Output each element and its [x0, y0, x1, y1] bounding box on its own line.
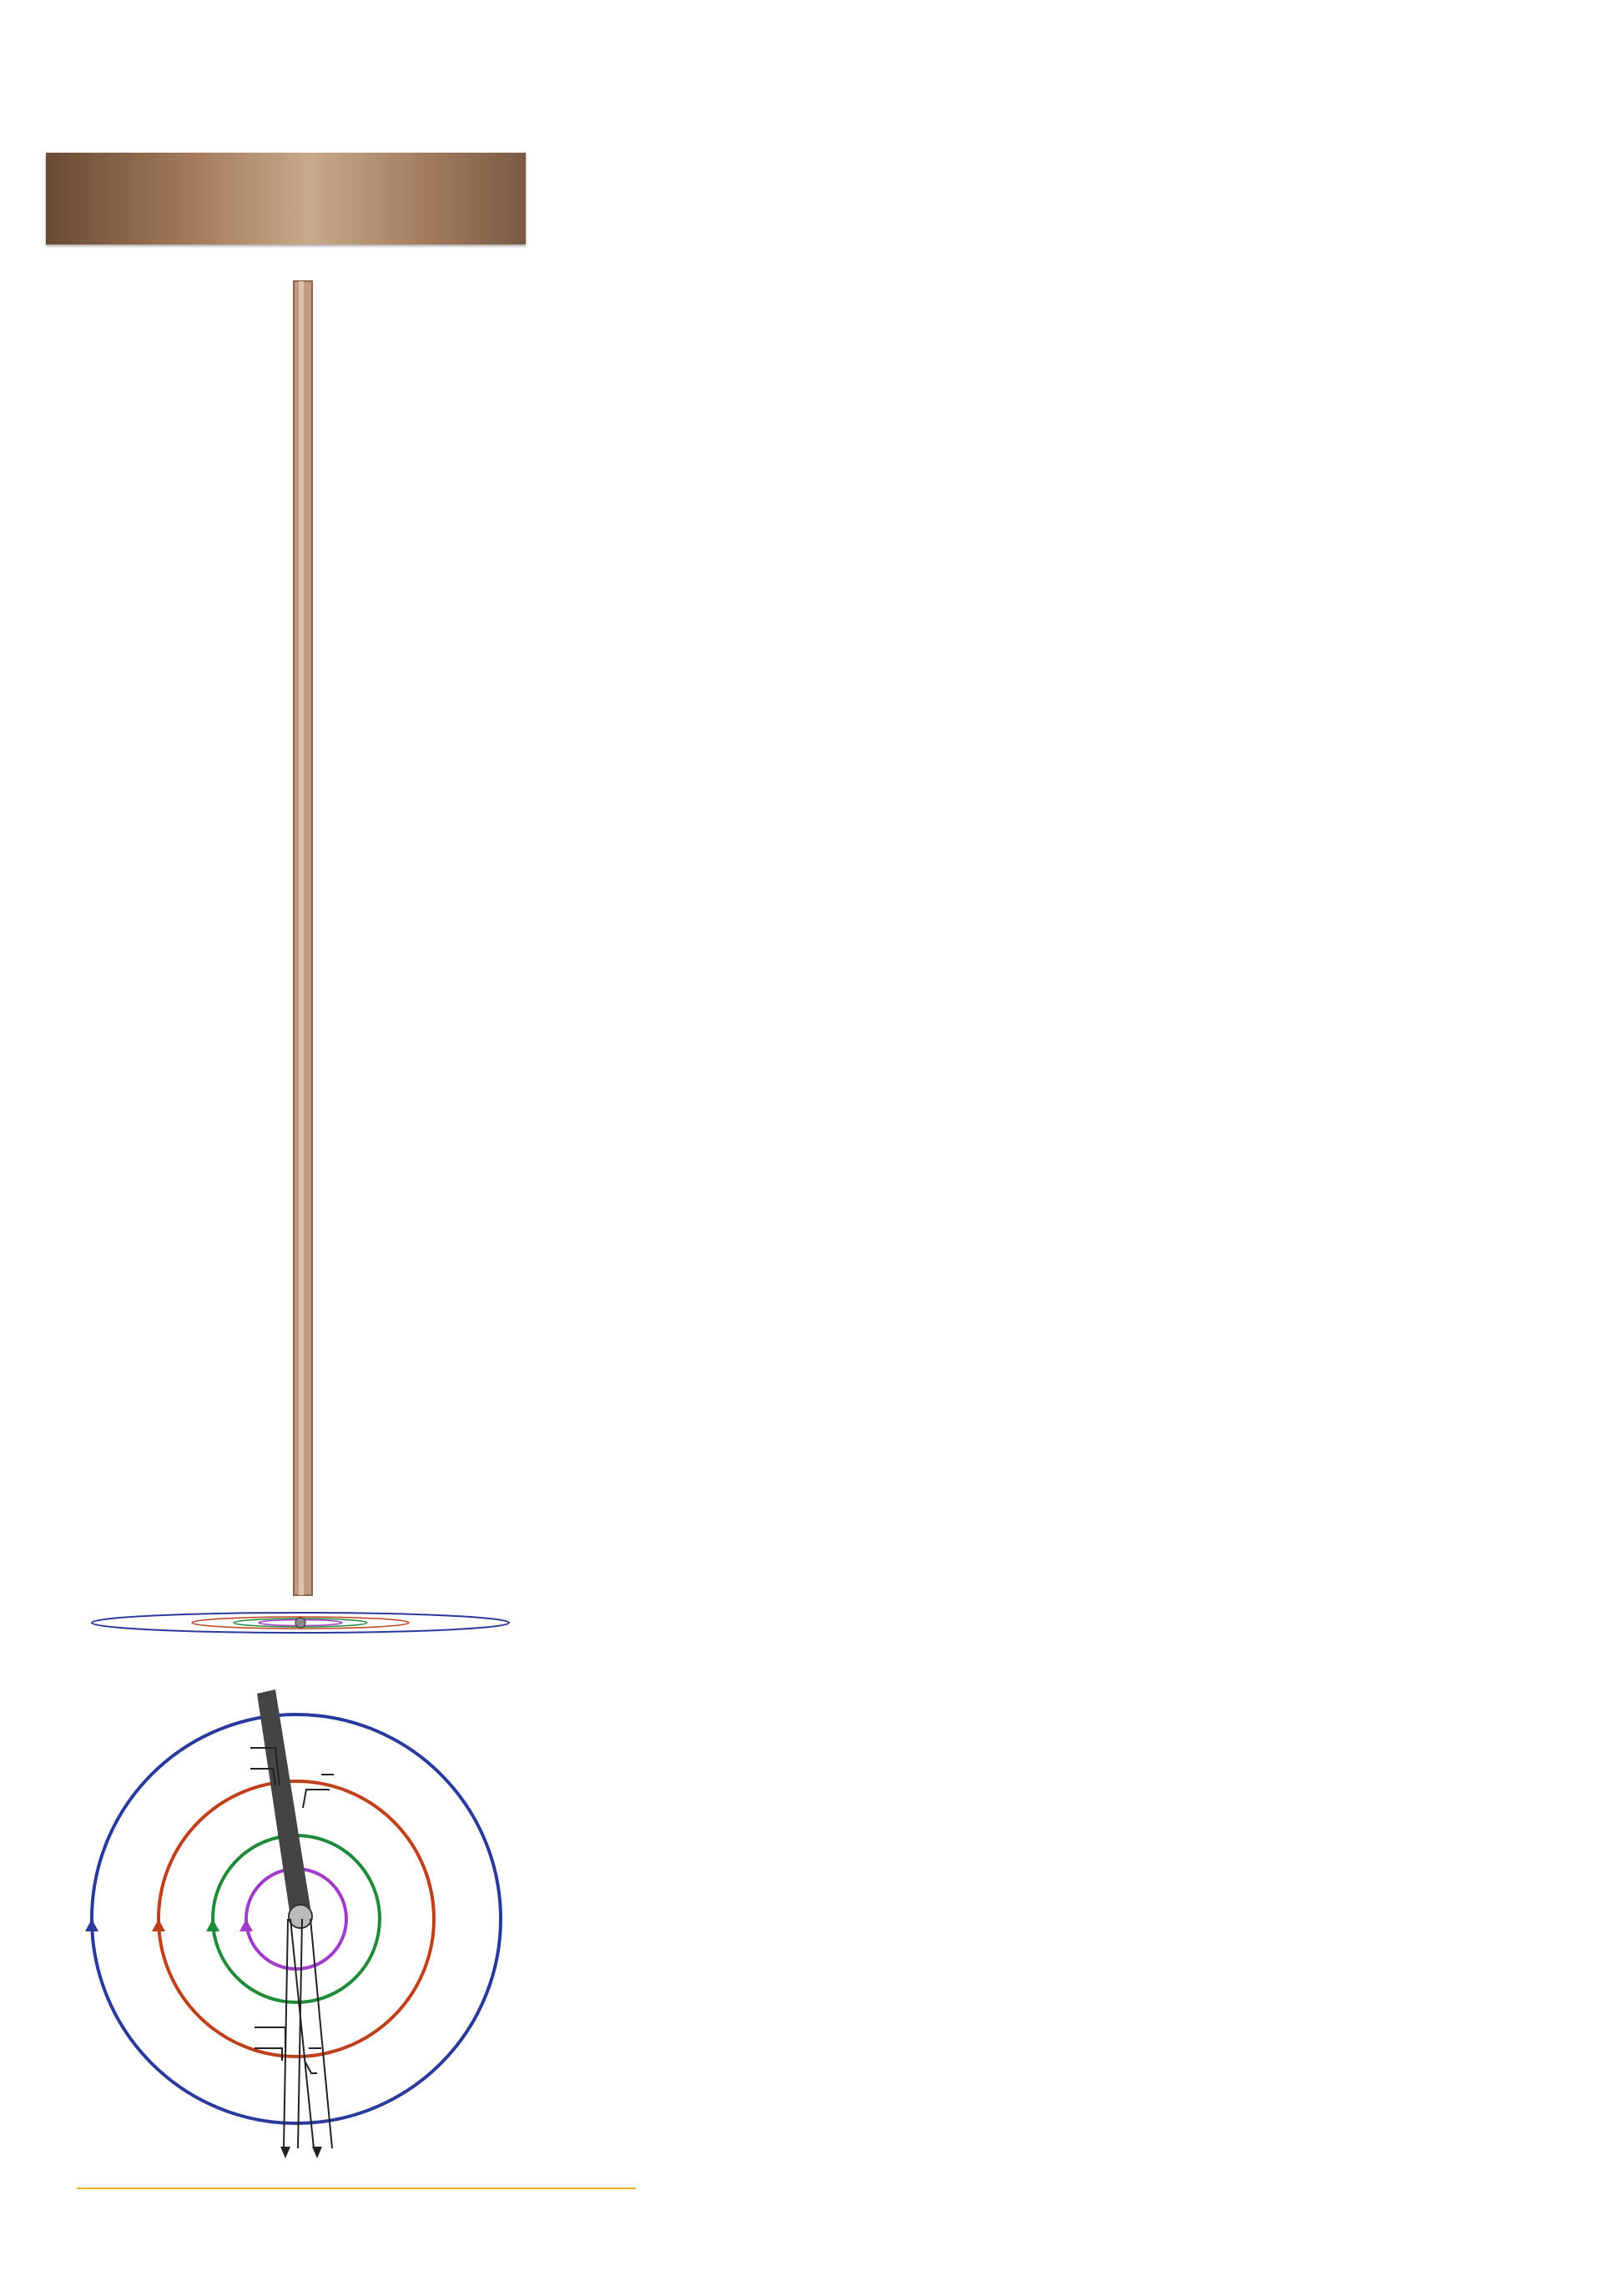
arrow-terre	[280, 2147, 290, 2158]
footer-rule	[77, 2188, 636, 2189]
footer	[77, 2204, 88, 2242]
orbit-arrow-callisto	[85, 1919, 98, 1931]
orbit-arrow-ganymede	[152, 1919, 165, 1931]
satellite-orbit-chart	[50, 254, 517, 1656]
orbit-position-diagram	[67, 1681, 534, 2173]
sightlines	[284, 1919, 332, 2148]
orbit-arrow-europe	[206, 1919, 219, 1931]
satellites-banner	[46, 153, 526, 244]
orbit-arrow-io	[239, 1919, 253, 1931]
jupiter-band-highlight	[299, 281, 304, 1595]
arrow-soleil	[312, 2147, 322, 2158]
jupiter-disk	[289, 1905, 312, 1928]
orbit-plane-view	[92, 1613, 509, 1633]
